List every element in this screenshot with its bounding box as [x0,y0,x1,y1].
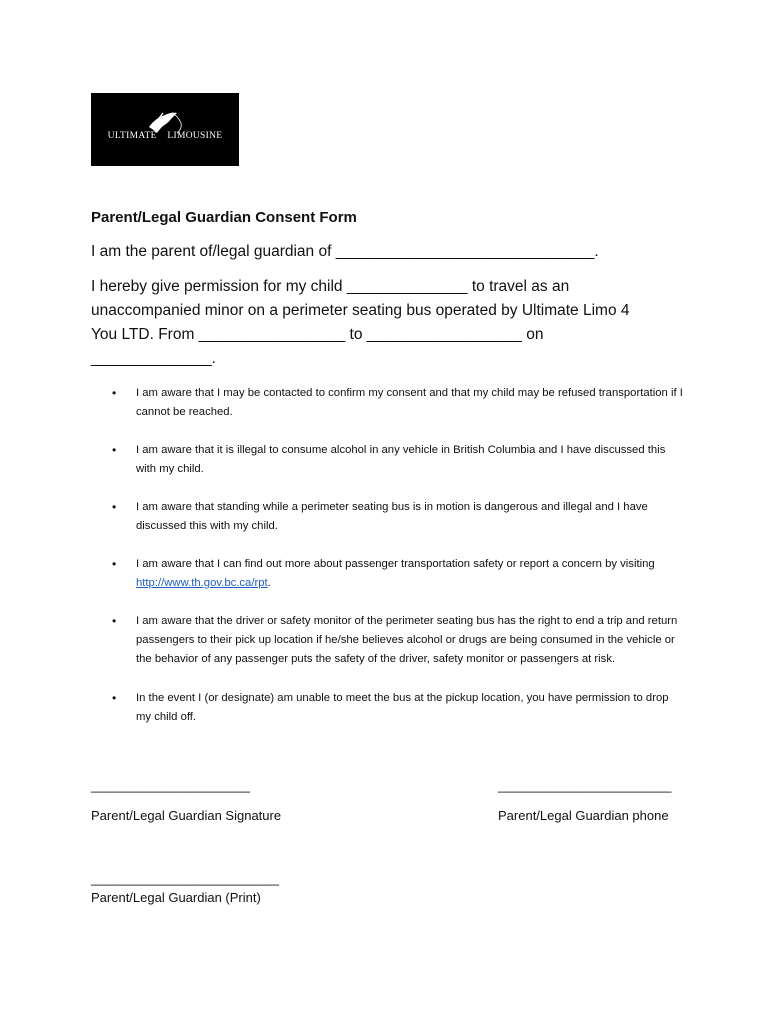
company-logo [91,93,239,166]
list-item: • In the event I (or designate) am unable to meet the bus at the pickup location, you have permission to drop my child off. [108,689,683,727]
print-name-label: Parent/Legal Guardian (Print) [91,890,261,905]
acknowledgement-list [108,384,683,727]
permission-line-2: unaccompanied minor on a perimeter seating bus operated by Ultimate Limo 4 [91,302,630,319]
signature-line: ______________________ [91,778,251,793]
list-item [108,555,683,593]
list-item: • I am aware that it is illegal to consume alcohol in any vehicle in British Columbia and I have discussed this with my child. [108,441,683,479]
list-item-text: I am aware that I can find out more about passenger transportation safety or report a concern by visiting [136,558,655,570]
list-item-period: . [267,577,271,589]
permission-line-3: You LTD. From _________________ to __________________ on [91,326,544,343]
horse-head-icon [91,93,239,166]
phone-line: ________________________ [498,778,672,793]
rpt-link[interactable]: http://www.th.gov.bc.ca/rpt [136,577,268,589]
list-item: • I am aware that standing while a perimeter seating bus is in motion is dangerous and illegal and I have discussed this with my child. [108,498,683,536]
phone-label: Parent/Legal Guardian phone [498,808,669,823]
logo-word-left: ULTIMATE [107,131,157,141]
logo-wordmark [91,131,239,141]
list-item: • I am aware that I may be contacted to confirm my consent and that my child may be refused transportation if I cannot be reached. [108,384,683,422]
permission-line-1: I hereby give permission for my child ______________ to travel as an [91,278,570,295]
form-title: Parent/Legal Guardian Consent Form [91,209,357,226]
print-name-line: __________________________ [91,871,279,886]
logo-word-right: LIMOUSINE [167,131,223,141]
list-item: • I am aware that the driver or safety monitor of the perimeter seating bus has the right to end a trip and return passengers to their pick up location if he/she believes alcohol or drugs are being consumed in the vehicle or the behavior of any passenger puts the safety of the driver, safety monitor or passengers at risk. [108,612,683,669]
permission-line-4: ______________. [91,350,216,367]
signature-label: Parent/Legal Guardian Signature [91,808,282,823]
guardian-of-line: I am the parent of/legal guardian of ______________________________. [91,243,599,260]
